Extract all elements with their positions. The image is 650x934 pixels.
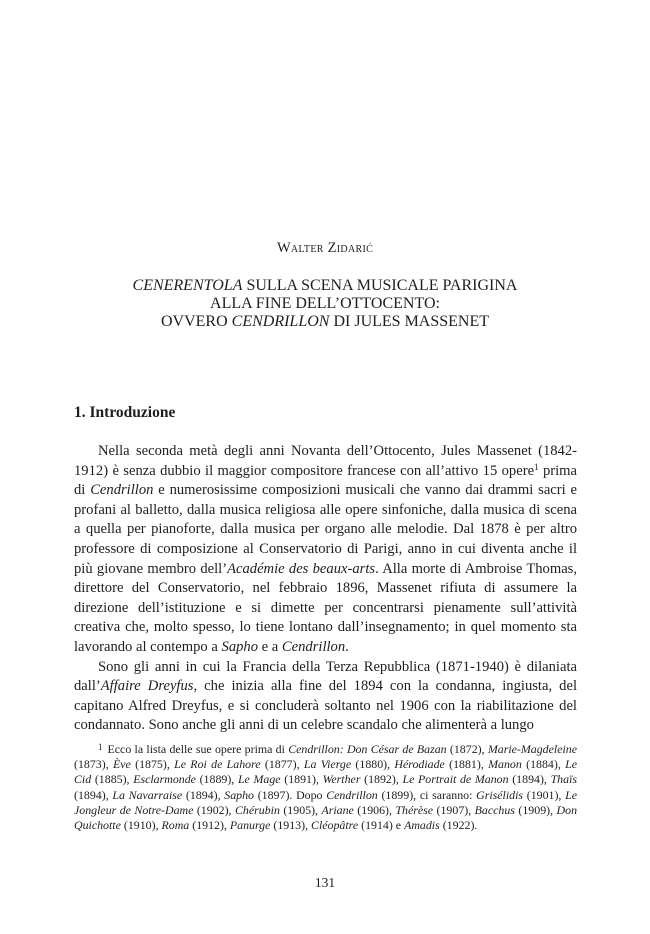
italic-title: Académie des beaux-arts xyxy=(227,560,376,577)
footnote-text-span: (1891), xyxy=(280,772,323,787)
footnote-italic-title: Grisélidis xyxy=(476,787,524,802)
footnote-italic-title: Le Roi de Lahore xyxy=(174,757,261,772)
italic-title: Cendrillon xyxy=(90,482,154,499)
footnote-italic-title: Werther xyxy=(322,772,361,787)
footnote-italic-title: Ariane xyxy=(321,802,354,817)
title-line-3-rest: DI JULES MASSENET xyxy=(329,313,490,330)
footnote-1 xyxy=(74,740,577,833)
footnote-italic-title: Manon xyxy=(488,757,522,772)
footnote-italic-title: Hérodiade xyxy=(394,757,445,772)
title-line-1 xyxy=(0,277,650,295)
footnote-italic-title: Le Jongleur de Notre-Dame xyxy=(74,787,578,817)
footnote-text-span: (1897). Dopo xyxy=(254,787,327,802)
footnote-italic-title: La Vierge xyxy=(303,757,352,772)
footnote xyxy=(74,740,577,833)
chapter-title xyxy=(0,277,650,331)
footnote-reference[interactable]: 1 xyxy=(534,461,539,472)
page-number: 131 xyxy=(314,875,336,890)
text-span: Sono gli anni in cui la Francia della Terza Repubblica (1871-1940) è dilaniata dall’ xyxy=(74,658,577,695)
footnote-text-span: Ecco la lista delle sue opere prima di xyxy=(107,742,289,756)
footnote-italic-title: Le Mage xyxy=(237,772,281,787)
footnote-italic-title: Sapho xyxy=(224,787,254,802)
title-line-3 xyxy=(0,313,650,331)
footnote-italic-title: Don Quichotte xyxy=(74,802,578,833)
text-span: Nella seconda metà degli anni Novanta dell’Ottocento, Jules Massenet (1842-1912) è senza dubbio il maggior compositore francese con all’attivo 15 opere xyxy=(74,443,577,479)
footnote-text-span: (1884), xyxy=(521,757,566,772)
footnote-text-span: (1901), xyxy=(523,787,566,802)
footnote-italic-title: Cendrillon xyxy=(326,787,378,802)
footnote-text-span: (1875), xyxy=(130,757,175,772)
paragraph-1 xyxy=(74,442,577,658)
footnote-italic-title: Panurge xyxy=(229,818,271,833)
footnote-text-span: (1909), xyxy=(514,802,557,817)
footnote-italic-title: Thérèse xyxy=(395,802,434,817)
footnote-italic-title: Le Cid xyxy=(74,757,578,787)
footnote-text-span: (1912), xyxy=(189,818,230,833)
footnote-text-span: (1885), xyxy=(91,772,134,787)
text-span: , che inizia alla fine del 1894 con la condanna, ingiusta, del capitano Alfred Dreyfus, e si concluderà soltanto nel 1906 con la riabilitazione del condannato. Sono anche gli anni di un celebre scandalo che alimenterà a lungo xyxy=(74,678,577,734)
italic-title: Cendrillon xyxy=(281,638,346,655)
text-span: prima di xyxy=(74,462,577,499)
footnote-text-span: (1894), xyxy=(74,787,113,802)
footnote-text-span: (1907), xyxy=(433,802,475,817)
text-span: . Alla morte di Ambroise Thomas, direttore del Conservatorio, nel febbraio 1896, Massenet rifiuta di assumere la direzione dell’istituzione e si dimette per concentrarsi pienamente sull’attività creativa che, molto spesso, lo tiene lontano dall’insegnamento; in quel momento sta lavorando al contempo a xyxy=(74,560,577,655)
footnote-italic-title: Esclarmonde xyxy=(133,772,196,787)
body-text xyxy=(74,442,577,736)
footnote-text-span: (1902), xyxy=(193,802,235,817)
footnote-italic-title: Thaïs xyxy=(550,772,577,787)
text-span: . xyxy=(345,638,349,655)
footnote-text-span: (1913), xyxy=(270,818,312,833)
text-span: e a xyxy=(258,638,282,655)
footnote-text-span: (1881), xyxy=(444,757,489,772)
footnote-text-span: (1899), ci saranno: xyxy=(377,787,477,802)
footnote-text-span: (1889), xyxy=(195,772,238,787)
footnote-text-span: (1914) e xyxy=(358,818,405,833)
footnote-text-span: (1872), xyxy=(446,742,488,756)
title-line-3-start: OVVERO xyxy=(160,313,232,330)
footnote-italic-title: Marie-Magdeleine xyxy=(487,742,578,756)
footnote-italic-title: Amadis xyxy=(404,818,440,833)
text-span: e numerosissime composizioni musicali che vanno dai drammi sacri e profani al balletto, dalla musica religiosa alle opere sinfoniche, dalla musica di scena a quella per pianoforte, dalla musica per organo alle melodie. Dal 1878 è per altro professore di composizione al Conservatorio di Parigi, anno in cui diventa anche il più giovane membro dell’ xyxy=(74,482,578,577)
footnote-italic-title: Bacchus xyxy=(474,802,515,817)
footnote-text xyxy=(74,742,577,832)
footnote-text-span: (1905), xyxy=(279,802,322,817)
title-line-2: ALLA FINE DELL’OTTOCENTO: xyxy=(210,295,440,312)
footnote-text-span: (1910), xyxy=(120,818,162,833)
footnote-text-span: (1894), xyxy=(182,787,225,802)
footnote-text-span: (1906), xyxy=(353,802,396,817)
section-heading: 1. Introduzione xyxy=(74,404,176,421)
footnote-italic-title: La Navarraise xyxy=(112,787,183,802)
footnote-italic-title: Cléopâtre xyxy=(311,818,359,833)
footnote-italic-title: Chérubin xyxy=(234,802,280,817)
title-italic-cenerentola: CENERENTOLA xyxy=(132,277,243,294)
footnote-text-span: (1880), xyxy=(351,757,395,772)
italic-title: Sapho xyxy=(221,638,258,655)
footnote-text-span: (1873), xyxy=(74,757,113,772)
footnote-italic-title: Cendrillon: Don César de Bazan xyxy=(288,742,447,756)
footnote-italic-title: Ève xyxy=(112,757,131,772)
footnote-text-span: (1877), xyxy=(260,757,304,772)
italic-title: Affaire Dreyfus xyxy=(100,678,194,695)
paragraph-2 xyxy=(74,658,577,736)
footnote-text-span: (1922). xyxy=(439,818,478,833)
footnote-text-span: (1892), xyxy=(360,772,403,787)
footnote-italic-title: Le Portrait de Manon xyxy=(402,772,509,787)
footnote-marker: 1 xyxy=(98,742,103,752)
title-italic-cendrillon: CENDRILLON xyxy=(231,313,330,330)
title-line-1-rest: SULLA SCENA MUSICALE PARIGINA xyxy=(242,277,518,294)
footnote-text-span: (1894), xyxy=(508,772,551,787)
footnote-italic-title: Roma xyxy=(161,818,190,833)
author-name: Walter Zidarić xyxy=(276,240,374,256)
